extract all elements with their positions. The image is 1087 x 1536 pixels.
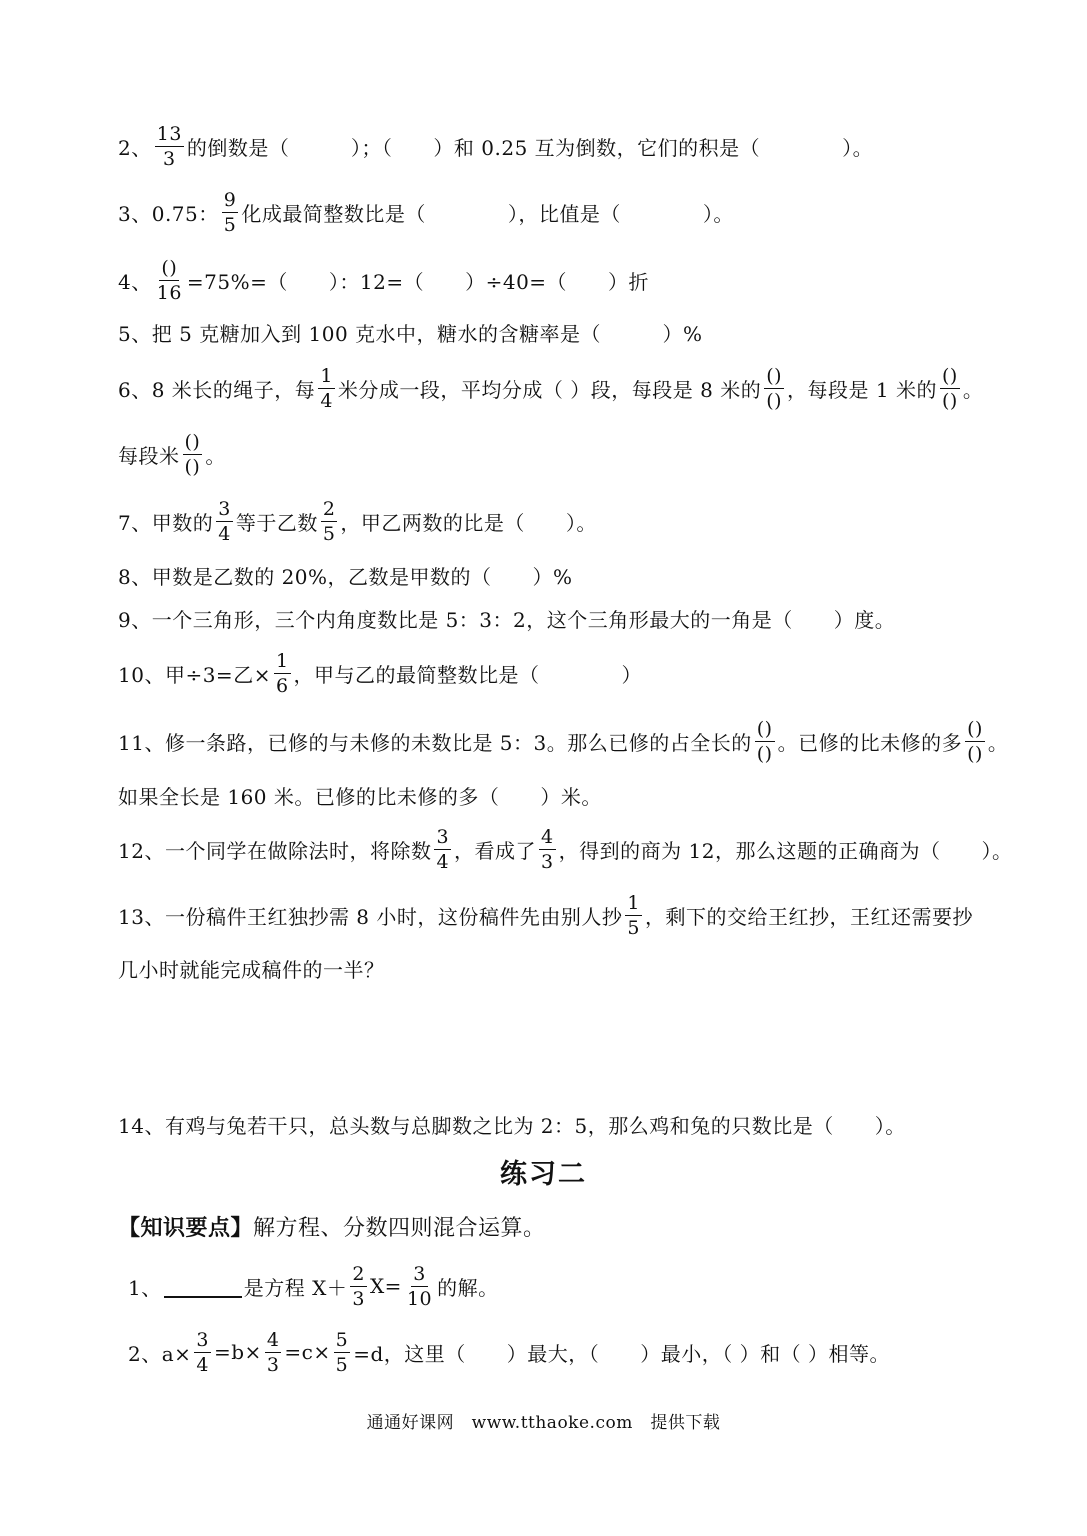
section-title: 练习二 bbox=[500, 1159, 587, 1190]
q4-fraction-numerator: () bbox=[161, 256, 178, 279]
q2-fraction bbox=[155, 123, 184, 170]
p1-fraction-1-numerator: 2 bbox=[352, 1262, 365, 1285]
q6-cont-text: 每段米 bbox=[118, 443, 180, 468]
p2-fraction-2 bbox=[265, 1329, 282, 1376]
q11-cont-text: 如果全长是 160 米。已修的比未修的多（ ）米。 bbox=[118, 784, 602, 809]
q4-fraction-denominator: 16 bbox=[156, 281, 182, 304]
q7-fraction-2 bbox=[321, 498, 338, 545]
q12-fraction-2-numerator: 4 bbox=[541, 825, 554, 848]
p2-fraction-1-denominator: 4 bbox=[196, 1353, 209, 1376]
p1-text-d: 的解。 bbox=[437, 1275, 499, 1300]
q13-fraction bbox=[625, 892, 642, 939]
p2-fraction-1-numerator: 3 bbox=[196, 1328, 209, 1351]
question-6-continued bbox=[118, 426, 1057, 482]
key-points-text: 解方程、分数四则混合运算。 bbox=[253, 1215, 546, 1241]
practice-2 bbox=[128, 1324, 1057, 1380]
p1-fraction-2-denominator: 10 bbox=[406, 1287, 433, 1310]
q6-fraction-3 bbox=[940, 365, 960, 412]
q3-fraction-denominator: 5 bbox=[223, 213, 237, 236]
q6-fraction-4-denominator: () bbox=[184, 455, 201, 478]
q7-prefix: 7、甲数的 bbox=[118, 510, 214, 535]
q4-fraction bbox=[155, 257, 184, 304]
footer-credit: 通通好课网 www.tthaoke.com 提供下载 bbox=[366, 1413, 721, 1433]
q10-text: ，甲与乙的最简整数比是（ ） bbox=[293, 662, 643, 687]
p2-prefix: 2、a× bbox=[128, 1341, 192, 1366]
question-4 bbox=[118, 252, 1057, 308]
q6-fraction-4 bbox=[183, 431, 203, 478]
q4-prefix: 4、 bbox=[118, 269, 152, 294]
q3-fraction-numerator: 9 bbox=[223, 188, 237, 211]
q10-fraction-numerator: 1 bbox=[275, 649, 289, 672]
q6-fraction-1 bbox=[318, 365, 335, 412]
p2-fraction-1 bbox=[194, 1329, 211, 1376]
p1-fraction-2 bbox=[405, 1263, 434, 1310]
question-13-continued bbox=[118, 940, 1057, 996]
q11-prefix: 11、修一条路，已修的与未修的未数比是 5：3。那么已修的占全长的 bbox=[118, 730, 752, 755]
question-10 bbox=[118, 645, 1057, 701]
q13-fraction-numerator: 1 bbox=[627, 891, 640, 914]
q7-text-b: 等于乙数 bbox=[235, 510, 318, 535]
q12-fraction-2-denominator: 3 bbox=[541, 850, 554, 873]
q8-text: 8、甲数是乙数的 20%，乙数是甲数的（ ）% bbox=[118, 564, 573, 589]
q11-text-b: 。已修的比未修的多 bbox=[777, 730, 963, 755]
q7-text-c: ，甲乙两数的比是（ ）。 bbox=[340, 510, 597, 535]
q12-prefix: 12、一个同学在做除法时，将除数 bbox=[118, 838, 432, 863]
q7-fraction-2-numerator: 2 bbox=[322, 497, 336, 520]
q12-fraction-1-denominator: 4 bbox=[436, 850, 450, 873]
q6-fraction-4-numerator: () bbox=[184, 430, 201, 453]
question-13 bbox=[118, 887, 1057, 943]
p1-text-b: 是方程 X＋ bbox=[243, 1275, 348, 1300]
q14-text: 14、有鸡与兔若干只，总头数与总脚数之比为 2：5，那么鸡和兔的只数比是（ ）。 bbox=[118, 1113, 906, 1138]
q6-fraction-2-numerator: () bbox=[766, 364, 783, 387]
q3-fraction bbox=[222, 189, 239, 236]
question-7 bbox=[118, 493, 1057, 549]
p2-text-c: =c× bbox=[284, 1340, 331, 1364]
q10-prefix: 10、甲÷3=乙× bbox=[118, 662, 271, 687]
q2-fraction-numerator: 13 bbox=[156, 122, 182, 145]
q6-fraction-3-numerator: () bbox=[941, 364, 958, 387]
question-5 bbox=[118, 304, 1057, 360]
p2-text-b: =b× bbox=[214, 1340, 262, 1364]
q12-fraction-1 bbox=[434, 826, 451, 873]
q13-fraction-denominator: 5 bbox=[627, 916, 640, 939]
q13-prefix: 13、一份稿件王红独抄需 8 小时，这份稿件先由别人抄 bbox=[118, 904, 623, 929]
p1-fraction-1 bbox=[350, 1263, 367, 1310]
q7-fraction-1-denominator: 4 bbox=[218, 522, 231, 545]
q11-fraction-2 bbox=[965, 718, 985, 765]
question-12 bbox=[118, 821, 1057, 877]
q6-fraction-2 bbox=[764, 365, 784, 412]
p1-fraction-2-numerator: 3 bbox=[413, 1262, 426, 1285]
q6-text-c: ，每段是 1 米的 bbox=[787, 377, 937, 402]
p2-fraction-2-numerator: 4 bbox=[266, 1328, 280, 1351]
question-6 bbox=[118, 360, 1057, 416]
q11-fraction-1-numerator: () bbox=[756, 717, 773, 740]
question-2 bbox=[118, 118, 1057, 174]
p1-prefix: 1、 bbox=[128, 1275, 162, 1300]
q9-text: 9、一个三角形，三个内角度数比是 5：3：2，这个三角形最大的一角是（ ）度。 bbox=[118, 607, 896, 632]
q12-text-c: ，得到的商为 12，那么这题的正确商为（ ）。 bbox=[558, 838, 1013, 863]
q4-text: =75%=（ ）：12=（ ）÷40=（ ）折 bbox=[186, 269, 650, 294]
q6-fraction-3-denominator: () bbox=[941, 389, 958, 412]
q13-text: ，剩下的交给王红抄，王红还需要抄 bbox=[644, 904, 973, 929]
question-3 bbox=[118, 184, 1057, 240]
key-points bbox=[118, 1198, 1057, 1254]
q10-fraction-denominator: 6 bbox=[275, 674, 289, 697]
q12-fraction-2 bbox=[539, 826, 556, 873]
q6-fraction-1-denominator: 4 bbox=[320, 389, 333, 412]
p2-fraction-2-denominator: 3 bbox=[266, 1353, 280, 1376]
answer-blank bbox=[164, 1274, 242, 1298]
practice-1 bbox=[128, 1258, 1057, 1314]
q6-fraction-1-numerator: 1 bbox=[320, 364, 333, 387]
q6-prefix: 6、8 米长的绳子，每 bbox=[118, 377, 316, 402]
q6-text-d: 。 bbox=[962, 377, 984, 402]
question-14 bbox=[118, 1096, 1057, 1152]
q5-text: 5、把 5 克糖加入到 100 克水中，糖水的含糖率是（ ）% bbox=[118, 321, 703, 346]
p1-text-c: X= bbox=[369, 1274, 402, 1298]
q11-text-c: 。 bbox=[987, 730, 1009, 755]
q3-prefix: 3、0.75： bbox=[118, 201, 219, 226]
q12-text-b: ，看成了 bbox=[454, 838, 537, 863]
q12-fraction-1-numerator: 3 bbox=[436, 825, 450, 848]
p1-fraction-1-denominator: 3 bbox=[352, 1287, 365, 1310]
p2-text-d: =d，这里（ ）最大，（ ）最小，（ ）和（ ）相等。 bbox=[353, 1341, 891, 1366]
q11-fraction-1-denominator: () bbox=[756, 742, 773, 765]
question-11 bbox=[118, 713, 1057, 769]
question-11-continued bbox=[118, 767, 1057, 823]
q13-cont-text: 几小时就能完成稿件的一半？ bbox=[118, 957, 385, 982]
q7-fraction-1-numerator: 3 bbox=[218, 497, 231, 520]
p2-fraction-3 bbox=[334, 1329, 351, 1376]
q7-fraction-2-denominator: 5 bbox=[322, 522, 336, 545]
q3-text: 化成最简整数比是（ ），比值是（ ）。 bbox=[241, 201, 734, 226]
q7-fraction-1 bbox=[216, 498, 233, 545]
p2-fraction-3-numerator: 5 bbox=[335, 1328, 349, 1351]
q2-prefix: 2、 bbox=[118, 135, 152, 160]
q6-text-b: 米分成一段，平均分成（ ）段，每段是 8 米的 bbox=[337, 377, 762, 402]
key-points-label: 【知识要点】 bbox=[118, 1214, 254, 1241]
q2-text: 的倒数是（ ）；（ ）和 0.25 互为倒数，它们的积是（ ）。 bbox=[186, 135, 874, 160]
q6-cont-end: 。 bbox=[205, 443, 226, 468]
q10-fraction bbox=[274, 650, 291, 697]
q11-fraction-2-denominator: () bbox=[967, 742, 983, 765]
q11-fraction-2-numerator: () bbox=[967, 717, 983, 740]
q6-fraction-2-denominator: () bbox=[766, 389, 783, 412]
q11-fraction-1 bbox=[755, 718, 775, 765]
q2-fraction-denominator: 3 bbox=[163, 147, 176, 170]
p2-fraction-3-denominator: 5 bbox=[335, 1353, 349, 1376]
question-9 bbox=[118, 590, 1057, 646]
